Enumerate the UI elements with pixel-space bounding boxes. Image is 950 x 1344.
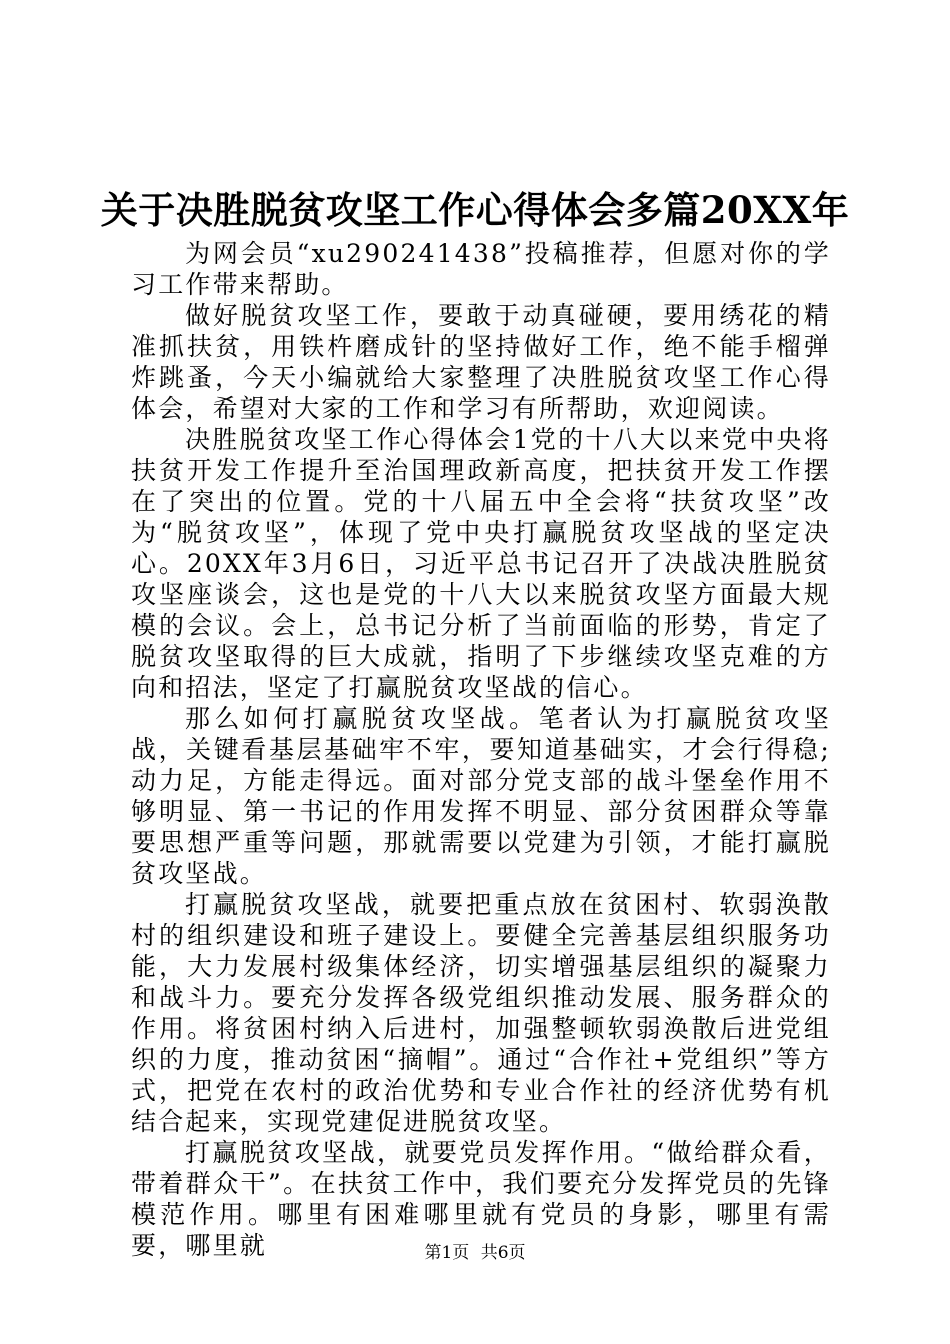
paragraph-submission-note: 为网会员“xu290241438”投稿推荐，但愿对你的学习工作带来帮助。 — [131, 239, 831, 299]
paragraph-party-members: 打赢脱贫攻坚战，就要党员发挥作用。“做给群众看，带着群众干”。在扶贫工作中，我们要充分发挥党员的先锋模范作用。哪里有困难哪里就有党员的身影，哪里有需要，哪里就 — [131, 1138, 831, 1260]
page-number: 第1页 — [424, 1243, 470, 1263]
document-title: 关于决胜脱贫攻坚工作心得体会多篇20XX年 — [100, 188, 850, 232]
paragraph-how-to-win: 那么如何打赢脱贫攻坚战。笔者认为打赢脱贫攻坚战，关键看基层基础牢不牢，要知道基础实，才会行得稳;动力足，方能走得远。面对部分党支部的战斗堡垒作用不够明显、第一书记的作用发挥不明显、部分贫困群众等靠要思想严重等问题，那就需要以党建为引领，才能打赢脱贫攻坚战。 — [131, 704, 831, 888]
page-total: 共6页 — [480, 1243, 526, 1263]
document-body — [131, 238, 831, 1261]
paragraph-intro: 做好脱贫攻坚工作，要敢于动真碰硬，要用绣花的精准抓扶贫，用铁杵磨成针的坚持做好工作，绝不能手榴弹炸跳蚤，今天小编就给大家整理了决胜脱贫攻坚工作心得体会，希望对大家的工作和学习有所帮助，欢迎阅读。 — [131, 301, 831, 423]
page-footer — [0, 1242, 950, 1264]
paragraph-experience-1: 决胜脱贫攻坚工作心得体会1党的十八大以来党中央将扶贫开发工作提升至治国理政新高度，把扶贫开发工作摆在了突出的位置。党的十八届五中全会将“扶贫攻坚”改为“脱贫攻坚”，体现了党中央打赢脱贫攻坚战的坚定决心。20XX年3月6日，习近平总书记召开了决战决胜脱贫攻坚座谈会，这也是党的十八大以来脱贫攻坚方面最大规模的会议。会上，总书记分析了当前面临的形势，肯定了脱贫攻坚取得的巨大成就，指明了下步继续攻坚克难的方向和招法，坚定了打赢脱贫攻坚战的信心。 — [131, 425, 831, 702]
paragraph-organization: 打赢脱贫攻坚战，就要把重点放在贫困村、软弱涣散村的组织建设和班子建设上。要健全完善基层组织服务功能，大力发展村级集体经济，切实增强基层组织的凝聚力和战斗力。要充分发挥各级党组织推动发展、服务群众的作用。将贫困村纳入后进村，加强整顿软弱涣散后进党组织的力度，推动贫困“摘帽”。通过“合作社+党组织”等方式，把党在农村的政治优势和专业合作社的经济优势有机结合起来，实现党建促进脱贫攻坚。 — [131, 890, 831, 1136]
